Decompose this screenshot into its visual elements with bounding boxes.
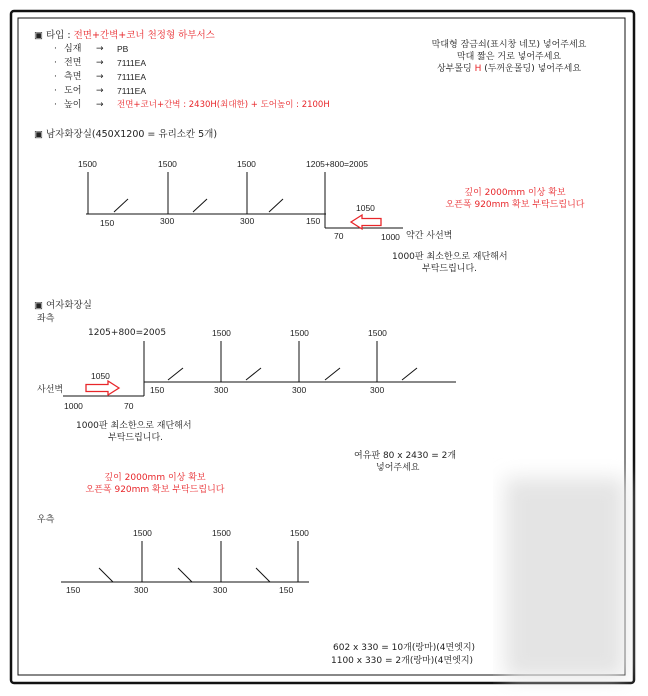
spec-value: 7111EA	[117, 72, 146, 82]
womens-cut-note-2: 부탁드립니다.	[108, 433, 164, 443]
womens-top-label: 1500	[368, 328, 387, 338]
womens-left-dim: 1205+800=2005	[88, 328, 167, 338]
womens-right-top-label: 1500	[290, 528, 309, 538]
door-swing	[178, 568, 192, 582]
mens-header: ▣ 남자화장실(450X1200 = 유리소칸 5개)	[34, 129, 218, 140]
mens-cut-note-2: 부탁드립니다.	[422, 264, 478, 274]
spec-label: 심재	[64, 44, 82, 54]
womens-right-bottom-label: 150	[66, 585, 81, 595]
womens-70: 70	[124, 401, 134, 411]
spec-value: 7111EA	[117, 86, 146, 96]
mens-1000: 1000	[381, 232, 400, 242]
womens-header: ▣ 여자화장실	[34, 300, 92, 311]
womens-slanted-wall: 사선벽	[37, 385, 64, 395]
mens-cut-note: 1000판 최소한으로 재단해서	[392, 252, 508, 262]
mens-top-label: 1500	[78, 159, 97, 169]
spare-panel-note: 여유판 80 x 2430 = 2개	[354, 451, 457, 461]
womens-right-label: 우측	[37, 515, 55, 525]
womens-bottom-label: 300	[292, 385, 307, 395]
door-swing	[99, 568, 113, 582]
mens-top-label: 1500	[158, 159, 177, 169]
note-short: 막대 짧은 거로 넣어주세요	[456, 52, 562, 62]
womens-1000: 1000	[64, 401, 83, 411]
womens-top-label: 1500	[212, 328, 231, 338]
womens-top-label: 1500	[290, 328, 309, 338]
type-label: ▣ 타입 :	[34, 30, 74, 41]
womens-bottom-label: 300	[214, 385, 229, 395]
transom-note-2: 1100 x 330 = 2개(랑마)(4면엣지)	[331, 656, 474, 666]
transom-note: 602 x 330 = 10개(랑마)(4면엣지)	[333, 643, 476, 653]
note-molding: 상부몰딩 H (두꺼운몰딩) 넣어주세요	[436, 64, 582, 74]
mens-bottom-label: 300	[160, 216, 175, 226]
molding-h: H	[474, 64, 482, 74]
mens-70: 70	[334, 231, 344, 241]
mens-bottom-label: 150	[100, 218, 115, 228]
door-swing	[256, 568, 270, 582]
arrow-icon: →	[96, 86, 104, 96]
womens-right-bottom-label: 300	[134, 585, 149, 595]
womens-door-width: 1050	[91, 371, 110, 381]
womens-bottom-label: 300	[370, 385, 385, 395]
mens-top-label: 1205+800=2005	[306, 159, 368, 169]
mens-bottom-label: 150	[306, 216, 321, 226]
spec-label: 측면	[64, 72, 82, 82]
womens-bottom-label: 150	[150, 385, 165, 395]
spare-panel-note-2: 넣어주세요	[376, 463, 420, 473]
spec-value: 7111EA	[117, 58, 146, 68]
note-lock: 막대형 잠금쇠(표시창 네모) 넣어주세요	[431, 40, 587, 50]
mens-slanted-note: 약간 사선벽	[406, 231, 453, 241]
spec-bullet: ·	[54, 100, 57, 110]
mens-top-label: 1500	[237, 159, 256, 169]
spec-bullet: ·	[54, 44, 57, 54]
spec-bullet: ·	[54, 72, 57, 82]
spec-value: PB	[117, 44, 129, 54]
womens-right-top-label: 1500	[133, 528, 152, 538]
womens-depth-note: 깊이 2000mm 이상 확보	[104, 473, 206, 483]
womens-right-top-label: 1500	[212, 528, 231, 538]
womens-right-bottom-label: 300	[213, 585, 228, 595]
womens-right-bottom-label: 150	[279, 585, 294, 595]
spec-bullet: ·	[54, 58, 57, 68]
womens-opening-note: 오픈폭 920mm 확보 부탁드립니다	[85, 485, 225, 495]
womens-left-label: 좌측	[37, 314, 55, 324]
mens-bottom-label: 300	[240, 216, 255, 226]
spec-label: 높이	[64, 100, 82, 110]
arrow-icon: →	[96, 72, 104, 82]
spec-label: 전면	[64, 58, 82, 68]
spec-label: 도어	[64, 86, 82, 96]
spec-bullet: ·	[54, 86, 57, 96]
arrow-icon: →	[96, 44, 104, 54]
arrow-icon: →	[96, 58, 104, 68]
mens-door-width: 1050	[356, 203, 375, 213]
type-value: 전면+간벽+코너 천정형 하부서스	[73, 30, 215, 41]
spec-value: 전면+코너+간벽 : 2430H(최대한) + 도어높이 : 2100H	[117, 100, 330, 110]
mens-depth-note: 깊이 2000mm 이상 확보	[464, 188, 566, 198]
arrow-icon: →	[96, 100, 104, 110]
mens-opening-note: 오픈폭 920mm 확보 부탁드립니다	[445, 200, 585, 210]
womens-cut-note: 1000판 최소한으로 재단해서	[76, 421, 192, 431]
